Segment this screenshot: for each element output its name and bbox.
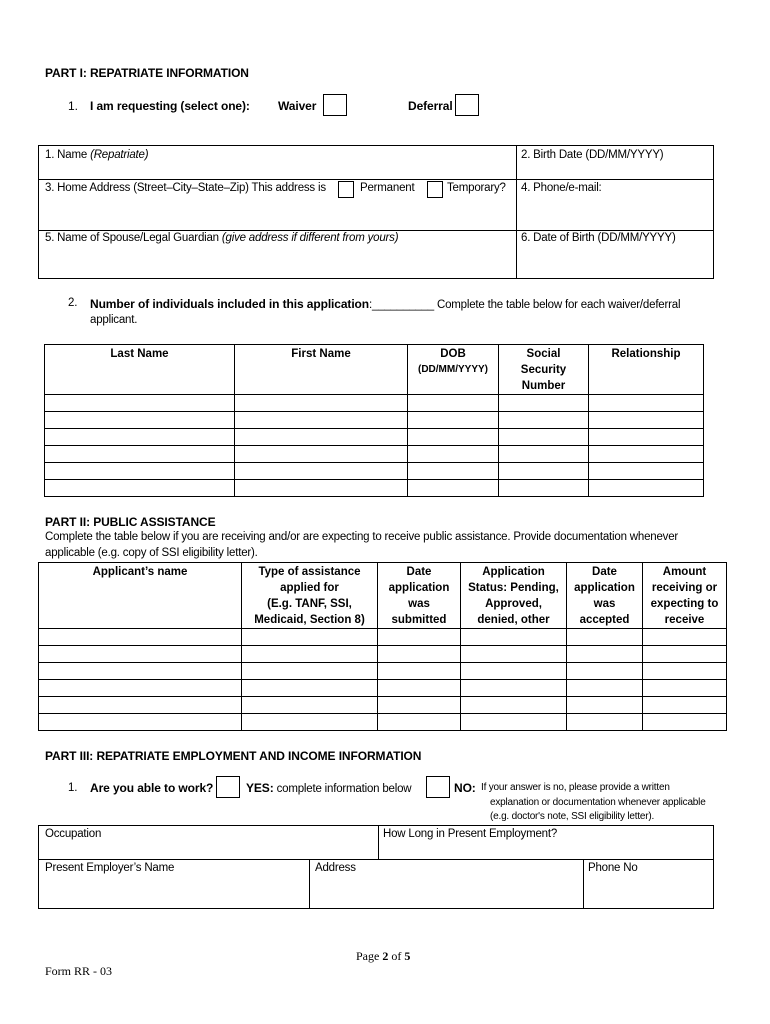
table-cell[interactable] (408, 412, 499, 429)
table-cell[interactable] (242, 714, 378, 731)
table-cell[interactable] (235, 446, 408, 463)
no-explanation: If your answer is no, please provide a written (481, 782, 670, 793)
table-cell[interactable] (643, 646, 727, 663)
header-line: was (408, 598, 430, 610)
table-cell[interactable] (461, 646, 567, 663)
header-line: Application (482, 566, 545, 578)
col-first-name: First Name (235, 345, 408, 395)
table-cell[interactable] (235, 395, 408, 412)
table-cell[interactable] (589, 395, 704, 412)
temporary-checkbox[interactable] (427, 181, 443, 198)
name-hint: (Repatriate) (90, 149, 149, 161)
header-line: was (593, 598, 616, 610)
spouse-label: 5. Name of Spouse/Legal Guardian (45, 232, 222, 244)
table-cell[interactable] (39, 680, 242, 697)
table-cell[interactable] (643, 680, 727, 697)
yes-checkbox[interactable] (216, 776, 240, 798)
q2-instructions: Complete the table below for each waiver/deferral (433, 299, 681, 311)
header-line: accepted (579, 614, 630, 626)
employer-name-field[interactable]: Present Employer’s Name (45, 862, 175, 874)
col-date-accepted (567, 563, 643, 629)
col-date-submitted (378, 563, 461, 629)
permanent-checkbox[interactable] (338, 181, 354, 198)
table-row (39, 629, 727, 646)
individuals-table (44, 344, 704, 497)
table-cell[interactable] (461, 697, 567, 714)
part2-title: PART II: PUBLIC ASSISTANCE (45, 515, 216, 529)
table-cell[interactable] (242, 680, 378, 697)
deferral-checkbox[interactable] (455, 94, 479, 116)
table-cell[interactable] (643, 714, 727, 731)
repatriate-info-box (38, 145, 714, 279)
spouse-hint: (give address if different from yours) (221, 232, 399, 244)
header-line: Type of assistance (258, 566, 361, 578)
table-row (45, 429, 704, 446)
q2-blank[interactable]: :__________ (369, 299, 434, 311)
table-cell[interactable] (589, 480, 704, 497)
table-cell[interactable] (589, 446, 704, 463)
phone-email-field[interactable]: 4. Phone/e-mail: (521, 182, 602, 194)
permanent-label: Permanent (360, 182, 415, 194)
employment-duration-field[interactable]: How Long in Present Employment? (383, 828, 558, 840)
part2-instructions-cont: applicable (e.g. copy of SSI eligibility letter). (45, 547, 258, 559)
table-cell[interactable] (242, 646, 378, 663)
col-dob (408, 345, 499, 395)
dob-format: (DD/MM/YYYY) (418, 364, 488, 375)
table-cell[interactable] (235, 463, 408, 480)
header-line: Amount (662, 566, 707, 578)
table-cell[interactable] (589, 412, 704, 429)
col-application-status (461, 563, 567, 629)
ssn-line: Security (520, 364, 567, 376)
table-cell[interactable] (408, 463, 499, 480)
table-cell[interactable] (45, 395, 235, 412)
col-ssn (499, 345, 589, 395)
part1-title: PART I: REPATRIATE INFORMATION (45, 66, 249, 80)
header-line: receive (664, 614, 705, 626)
table-cell[interactable] (499, 429, 589, 446)
waiver-checkbox[interactable] (323, 94, 347, 116)
header-line: (E.g. TANF, SSI, (267, 598, 352, 610)
form-id: Form RR - 03 (45, 964, 113, 978)
q1-number: 1. (68, 99, 78, 113)
col-relationship: Relationship (589, 345, 704, 395)
table-cell[interactable] (235, 429, 408, 446)
table-cell[interactable] (378, 697, 461, 714)
spouse-field[interactable] (45, 232, 398, 244)
table-cell[interactable] (567, 663, 643, 680)
table-cell[interactable] (45, 429, 235, 446)
table-cell[interactable] (499, 412, 589, 429)
employer-address-field[interactable]: Address (315, 862, 356, 874)
table-cell[interactable] (499, 463, 589, 480)
table-cell[interactable] (378, 663, 461, 680)
table-cell[interactable] (378, 680, 461, 697)
deferral-label: Deferral (408, 99, 453, 113)
table-row (45, 395, 704, 412)
col-last-name: Last Name (45, 345, 235, 395)
table-cell[interactable] (378, 629, 461, 646)
page-number (356, 949, 410, 964)
header-line: denied, other (477, 614, 550, 626)
table-cell[interactable] (235, 412, 408, 429)
table-row (39, 714, 727, 731)
header-line: applied for (280, 582, 339, 594)
table-cell[interactable] (242, 697, 378, 714)
table-cell[interactable] (643, 663, 727, 680)
col-applicant-name: Applicant’s name (39, 563, 242, 629)
table-cell[interactable] (461, 714, 567, 731)
occupation-field[interactable]: Occupation (45, 828, 102, 840)
no-checkbox[interactable] (426, 776, 450, 798)
able-to-work-label: Are you able to work? (90, 781, 214, 795)
table-cell[interactable] (45, 446, 235, 463)
table-cell[interactable] (378, 646, 461, 663)
header-line: receiving or (651, 582, 718, 594)
table-cell[interactable] (408, 429, 499, 446)
table-cell[interactable] (567, 646, 643, 663)
table-row (39, 697, 727, 714)
table-cell[interactable] (39, 663, 242, 680)
no-explanation-cont: explanation or documentation whenever applicable (490, 797, 706, 808)
table-cell[interactable] (39, 646, 242, 663)
header-line: Date (406, 566, 432, 578)
table-cell[interactable] (567, 697, 643, 714)
table-cell[interactable] (408, 446, 499, 463)
name-field[interactable] (45, 149, 148, 161)
table-row (45, 480, 704, 497)
table-cell[interactable] (45, 412, 235, 429)
table-cell[interactable] (39, 714, 242, 731)
spouse-dob-field[interactable]: 6. Date of Birth (DD/MM/YYYY) (521, 232, 676, 244)
header-line: Medicaid, Section 8) (254, 614, 365, 626)
part3-title: PART III: REPATRIATE EMPLOYMENT AND INCOME INFORMATION (45, 749, 422, 763)
q1-label: I am requesting (select one): (90, 99, 250, 113)
part2-instructions: Complete the table below if you are receiving and/or are expecting to receive public assistance. Provide documentation whenever (45, 531, 679, 543)
dob-header: DOB (440, 348, 466, 360)
col-amount (643, 563, 727, 629)
birth-date-field[interactable]: 2. Birth Date (DD/MM/YYYY) (521, 149, 664, 161)
yes-text: complete information below (273, 783, 412, 795)
no-label: NO: (454, 781, 476, 795)
waiver-label: Waiver (278, 99, 317, 113)
address-label: 3. Home Address (Street–City–State–Zip) This address is (45, 182, 326, 194)
public-assistance-table (38, 562, 727, 731)
temporary-label: Temporary? (447, 182, 506, 194)
table-cell[interactable] (461, 680, 567, 697)
table-cell[interactable] (408, 395, 499, 412)
no-explanation-cont2: (e.g. doctor's note, SSI eligibility letter). (490, 811, 655, 822)
table-row (39, 680, 727, 697)
table-cell[interactable] (643, 697, 727, 714)
table-cell[interactable] (567, 714, 643, 731)
table-cell[interactable] (499, 480, 589, 497)
yes-option (246, 781, 411, 795)
table-cell[interactable] (643, 629, 727, 646)
table-row (39, 646, 727, 663)
page-prefix: Page (356, 949, 383, 963)
table-cell[interactable] (567, 629, 643, 646)
table-cell[interactable] (408, 480, 499, 497)
page-of: of (388, 949, 405, 963)
employer-phone-field[interactable]: Phone No (588, 862, 638, 874)
table-cell[interactable] (499, 446, 589, 463)
table-cell[interactable] (39, 629, 242, 646)
header-line: application (388, 582, 450, 594)
yes-label: YES: (246, 781, 274, 795)
header-line: submitted (391, 614, 447, 626)
col-assistance-type (242, 563, 378, 629)
q2-number: 2. (68, 297, 78, 309)
page-total: 5 (404, 949, 411, 963)
header-line: expecting to (650, 598, 719, 610)
table-cell[interactable] (461, 663, 567, 680)
table-row (39, 663, 727, 680)
ssn-line: Number (521, 380, 566, 392)
table-cell[interactable] (567, 680, 643, 697)
name-label: 1. Name (45, 149, 91, 161)
q2-line (90, 297, 680, 311)
table-cell[interactable] (39, 697, 242, 714)
table-cell[interactable] (589, 429, 704, 446)
table-row (45, 446, 704, 463)
table-cell[interactable] (461, 629, 567, 646)
table-cell[interactable] (242, 629, 378, 646)
ssn-line: Social (526, 348, 561, 360)
header-line: application (574, 582, 635, 594)
table-cell[interactable] (45, 463, 235, 480)
table-row (45, 412, 704, 429)
header-line: Status: Pending, (468, 582, 559, 594)
table-cell[interactable] (378, 714, 461, 731)
q2-instructions-cont: applicant. (90, 314, 138, 326)
page-current: 2 (382, 949, 389, 963)
table-cell[interactable] (242, 663, 378, 680)
header-line: Date (592, 566, 617, 578)
q2-label: Number of individuals included in this application (90, 297, 370, 311)
table-cell[interactable] (235, 480, 408, 497)
part3-q1-number: 1. (68, 782, 78, 794)
table-row (45, 463, 704, 480)
table-cell[interactable] (499, 395, 589, 412)
table-cell[interactable] (589, 463, 704, 480)
header-line: Approved, (485, 598, 542, 610)
table-cell[interactable] (45, 480, 235, 497)
